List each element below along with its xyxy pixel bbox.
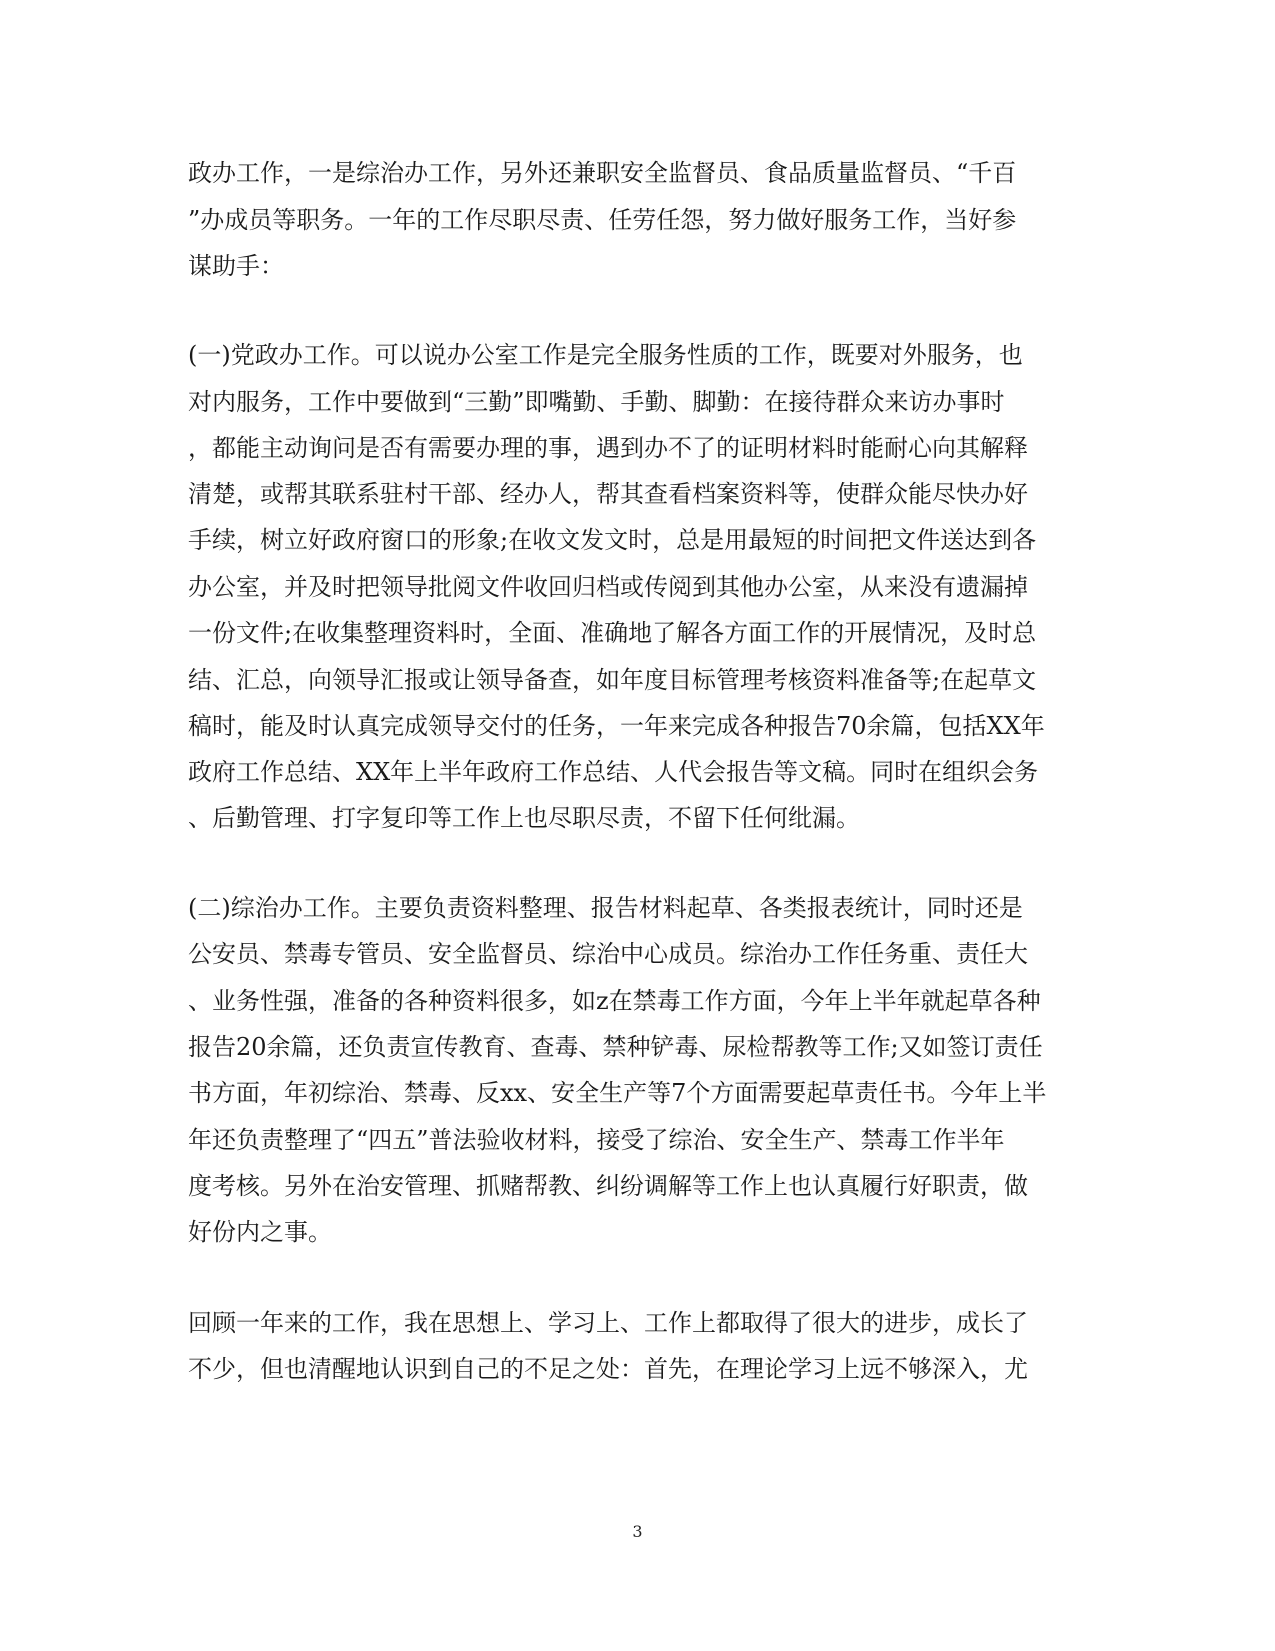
text-line: 一份文件;在收集整理资料时，全面、准确地了解各方面工作的开展情况，及时总 xyxy=(188,619,1037,647)
text-line: 公安员、禁毒专管员、安全监督员、综治中心成员。综治办工作任务重、责任大 xyxy=(188,940,1028,968)
text-line: 办公室，并及时把领导批阅文件收回归档或传阅到其他办公室，从来没有遗漏掉 xyxy=(188,573,1028,601)
text-line: ”办成员等职务。一年的工作尽职尽责、任劳任怨，努力做好服务工作，当好参 xyxy=(188,206,1017,234)
text-line: 年还负责整理了“四五”普法验收材料，接受了综治、安全生产、禁毒工作半年 xyxy=(188,1126,1005,1154)
text-line: 度考核。另外在治安管理、抓赌帮教、纠纷调解等工作上也认真履行好职责，做 xyxy=(188,1172,1028,1200)
text-line: 稿时，能及时认真完成领导交付的任务，一年来完成各种报告70余篇，包括XX年 xyxy=(188,712,1045,740)
text-line: 政办工作，一是综治办工作，另外还兼职安全监督员、食品质量监督员、“千百 xyxy=(188,159,1017,187)
text-line: (二)综治办工作。主要负责资料整理、报告材料起草、各类报表统计，同时还是 xyxy=(188,894,1023,922)
text-line: (一)党政办工作。可以说办公室工作是完全服务性质的工作，既要对外服务，也 xyxy=(188,341,1023,369)
text-line: ，都能主动询问是否有需要办理的事，遇到办不了的证明材料时能耐心向其解释 xyxy=(188,434,1028,462)
text-line: 、业务性强，准备的各种资料很多，如z在禁毒工作方面，今年上半年就起草各种 xyxy=(188,987,1041,1015)
page-number: 3 xyxy=(632,1522,643,1541)
text-line: 对内服务，工作中要做到“三勤”即嘴勤、手勤、脚勤：在接待群众来访办事时 xyxy=(188,388,1005,416)
text-line: 结、汇总，向领导汇报或让领导备查，如年度目标管理考核资料准备等;在起草文 xyxy=(188,666,1037,694)
text-line: 报告20余篇，还负责宣传教育、查毒、禁种铲毒、尿检帮教等工作;又如签订责任 xyxy=(188,1033,1043,1061)
text-line: 手续，树立好政府窗口的形象;在收文发文时，总是用最短的时间把文件送达到各 xyxy=(188,526,1037,554)
text-line: 谋助手： xyxy=(188,252,284,280)
text-line: 政府工作总结、XX年上半年政府工作总结、人代会报告等文稿。同时在组织会务 xyxy=(188,758,1039,786)
text-line: 好份内之事。 xyxy=(188,1218,332,1246)
text-line: 、后勤管理、打字复印等工作上也尽职尽责，不留下任何纰漏。 xyxy=(188,804,860,832)
text-line: 书方面，年初综治、禁毒、反xx、安全生产等7个方面需要起草责任书。今年上半 xyxy=(188,1079,1047,1107)
text-line: 不少，但也清醒地认识到自己的不足之处：首先，在理论学习上远不够深入，尤 xyxy=(188,1355,1028,1383)
text-line: 清楚，或帮其联系驻村干部、经办人，帮其查看档案资料等，使群众能尽快办好 xyxy=(188,480,1028,508)
text-line: 回顾一年来的工作，我在思想上、学习上、工作上都取得了很大的进步，成长了 xyxy=(188,1309,1028,1337)
